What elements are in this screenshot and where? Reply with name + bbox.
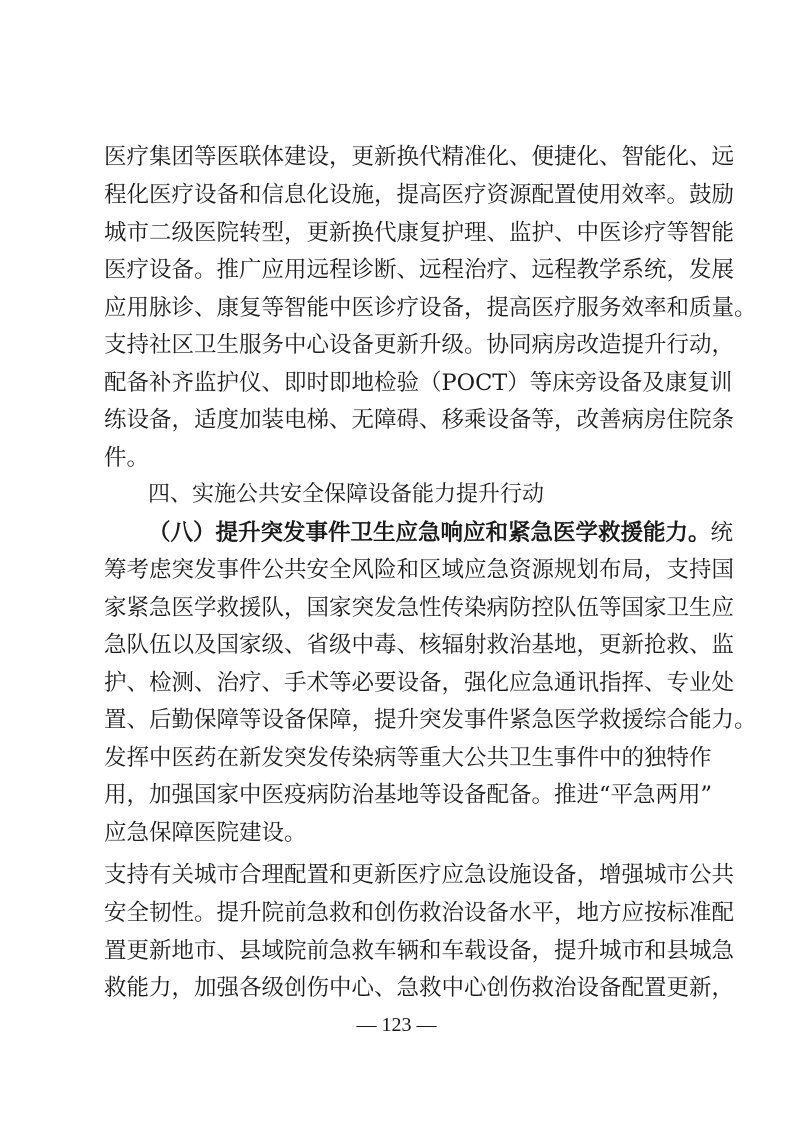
body-text-line: 医疗设备。推广应用远程诊断、远程治疗、远程教学系统，发展 [104, 257, 735, 283]
body-text-line: 家紧急医学救援队，国家突发急性传染病防控队伍等国家卫生应 [104, 595, 735, 621]
body-text-line: 程化医疗设备和信息化设施，提高医疗资源配置使用效率。鼓励 [104, 182, 735, 208]
body-text-fragment: 统 [710, 520, 734, 546]
body-text-line: 发挥中医药在新发突发传染病等重大公共卫生事件中的独特作 [104, 745, 712, 771]
body-text-line: 筹考虑突发事件公共安全风险和区域应急资源规划布局，支持国 [104, 557, 735, 583]
body-text-line [148, 518, 734, 548]
body-text-line: 练设备，适度加装电梯、无障碍、移乘设备等，改善病房住院条 [104, 407, 735, 433]
bold-lead-heading: （八）提升突发事件卫生应急响应和紧急医学救援能力。 [148, 520, 711, 546]
body-text-line: 置更新地市、县域院前急救车辆和车载设备，提升城市和县城急 [104, 938, 735, 964]
body-text-line: 应急保障医院建设。 [104, 820, 307, 846]
body-text-line: 急队伍以及国家级、省级中毒、核辐射救治基地，更新抢救、监 [104, 632, 735, 658]
page-number: — 123 — [356, 1014, 437, 1036]
body-text-line: 件。 [104, 445, 150, 471]
body-text-line: 用，加强国家中医疫病防治基地等设备配备。推进“平急两用” [104, 782, 713, 808]
section-heading: 四、实施公共安全保障设备能力提升行动 [148, 482, 545, 507]
body-text-line: 医疗集团等医联体建设，更新换代精准化、便捷化、智能化、远 [104, 144, 735, 170]
body-text-line: 置、后勤保障等设备保障，提升突发事件紧急医学救援综合能力。 [104, 707, 757, 733]
body-text-line: 安全韧性。提升院前急救和创伤救治设备水平，地方应按标准配 [104, 900, 735, 926]
body-text-line: 配备补齐监护仪、即时即地检验（POCT）等床旁设备及康复训 [104, 370, 733, 396]
body-text-line: 支持有关城市合理配置和更新医疗应急设施设备，增强城市公共 [104, 862, 735, 888]
body-text-line: 应用脉诊、康复等智能中医诊疗设备，提高医疗服务效率和质量。 [104, 295, 757, 321]
body-text-line: 城市二级医院转型，更新换代康复护理、监护、中医诊疗等智能 [104, 220, 735, 246]
body-text-line: 护、检测、治疗、手术等必要设备，强化应急通讯指挥、专业处 [104, 670, 735, 696]
body-text-line: 救能力，加强各级创伤中心、急救中心创伤救治设备配置更新， [104, 975, 735, 1001]
body-text-line: 支持社区卫生服务中心设备更新升级。协同病房改造提升行动， [104, 332, 735, 358]
